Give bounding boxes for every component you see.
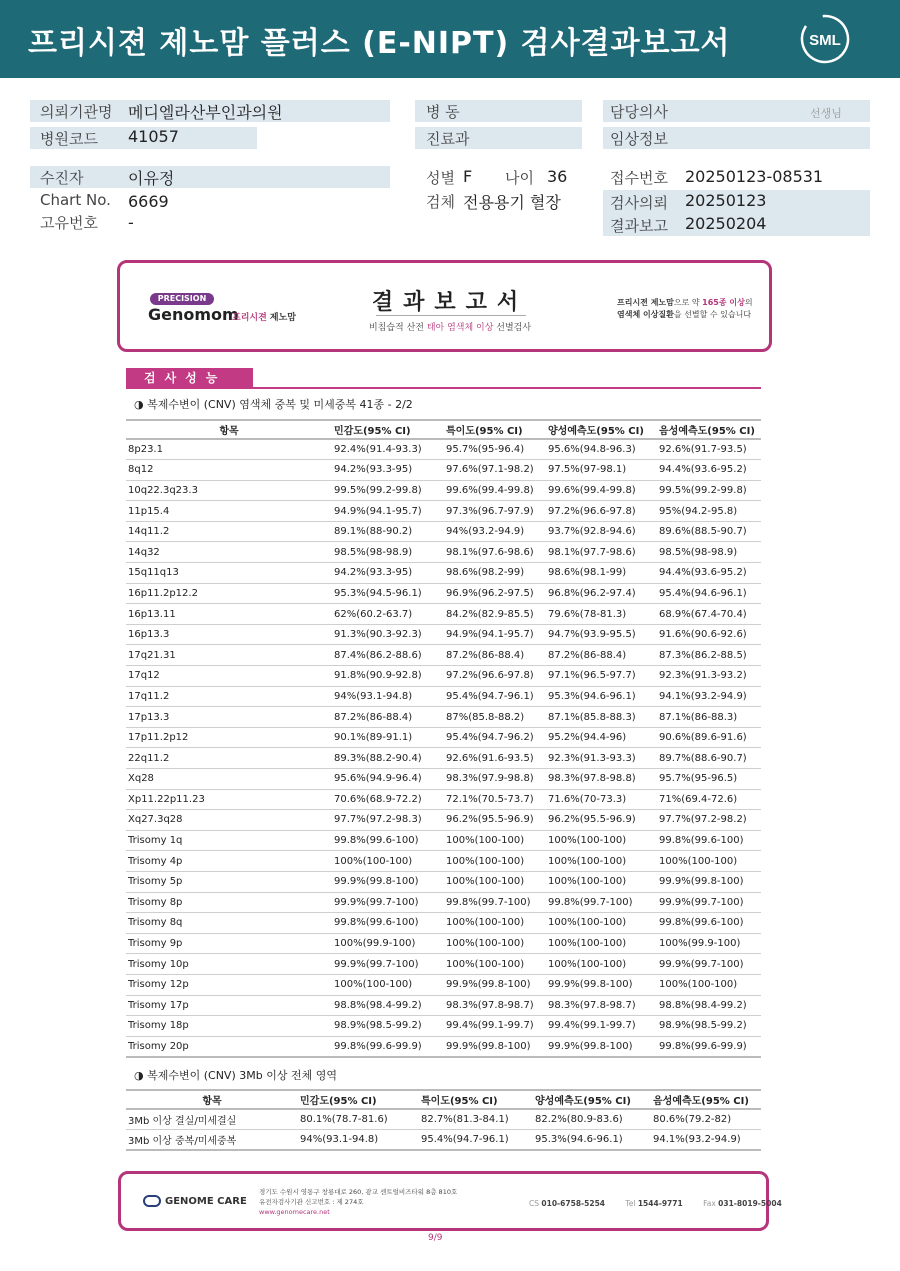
sex-label: 성별 (426, 169, 455, 187)
row-item-cell: 3Mb 이상 결실/미세결실 (126, 1109, 298, 1130)
age-label: 나이 (505, 169, 534, 187)
metric-cell: 97.3%(96.7-97.9) (444, 501, 546, 522)
metric-cell: 97.5%(97-98.1) (546, 460, 657, 481)
banner-divider (376, 315, 526, 316)
metric-cell: 97.6%(97.1-98.2) (444, 460, 546, 481)
table-row (126, 810, 761, 831)
metric-cell: 100%(100-100) (546, 954, 657, 975)
metric-cell: 99.4%(99.1-99.7) (444, 1016, 546, 1037)
metric-cell: 82.2%(80.9-83.6) (533, 1109, 651, 1130)
row-item-cell: 16p11.2p12.2 (126, 583, 332, 604)
metric-cell: 100%(100-100) (444, 871, 546, 892)
report-date-label: 결과보고 (610, 217, 668, 235)
banner-subtitle: 비침습적 산전 태아 염색체 이상 선별검사 (368, 323, 532, 333)
unique-label: 고유번호 (40, 214, 98, 232)
hospital-code-value: 41057 (128, 127, 179, 146)
table-row (126, 974, 761, 995)
metric-cell: 99.9%(99.8-100) (444, 974, 546, 995)
table-row (126, 933, 761, 954)
table-row (126, 707, 761, 728)
metric-cell: 94%(93.2-94.9) (444, 521, 546, 542)
metric-cell: 94.7%(93.9-95.5) (546, 624, 657, 645)
table-row (126, 830, 761, 851)
column-header: 특이도(95% CI) (419, 1090, 533, 1109)
column-header: 항목 (126, 420, 332, 439)
hospital-code-label: 병원코드 (40, 130, 98, 148)
table-row (126, 1036, 761, 1057)
row-item-cell: 14q11.2 (126, 521, 332, 542)
institution-label: 의뢰기관명 (40, 103, 113, 121)
table-row (126, 480, 761, 501)
metric-cell: 99.9%(99.7-100) (657, 892, 761, 913)
row-item-cell: 8p23.1 (126, 439, 332, 460)
metric-cell: 99.9%(99.8-100) (546, 974, 657, 995)
metric-cell: 91.3%(90.3-92.3) (332, 624, 444, 645)
row-item-cell: Xp11.22p11.23 (126, 789, 332, 810)
metric-cell: 98.9%(98.5-99.2) (657, 1016, 761, 1037)
metric-cell: 99.9%(99.8-100) (657, 871, 761, 892)
row-item-cell: 3Mb 이상 중복/미세중복 (126, 1130, 298, 1151)
section-title: 검사성능 (126, 368, 253, 388)
metric-cell: 100%(100-100) (546, 933, 657, 954)
row-item-cell: 15q11q13 (126, 563, 332, 584)
metric-cell: 95.7%(95-96.5) (657, 769, 761, 790)
table-row (126, 645, 761, 666)
metric-cell: 97.7%(97.2-98.3) (332, 810, 444, 831)
table1-subtitle: ◑ 복제수변이 (CNV) 염색체 중복 및 미세중복 41종 - 2/2 (134, 398, 413, 411)
row-item-cell: Trisomy 1q (126, 830, 332, 851)
table-row (126, 501, 761, 522)
metric-cell: 68.9%(67.4-70.4) (657, 604, 761, 625)
footer-banner (118, 1171, 782, 1231)
metric-cell: 99.9%(99.8-100) (444, 1036, 546, 1057)
metric-cell: 100%(100-100) (546, 830, 657, 851)
metric-cell: 99.8%(99.6-100) (332, 830, 444, 851)
row-item-cell: Trisomy 4p (126, 851, 332, 872)
chart-value: 6669 (128, 192, 169, 211)
metric-cell: 97.1%(96.5-97.7) (546, 666, 657, 687)
metric-cell: 71.6%(70-73.3) (546, 789, 657, 810)
metric-cell: 99.8%(99.6-100) (657, 830, 761, 851)
metric-cell: 98.8%(98.4-99.2) (332, 995, 444, 1016)
doctor-label: 담당의사 (610, 103, 668, 121)
unique-value: - (128, 213, 134, 232)
metric-cell: 62%(60.2-63.7) (332, 604, 444, 625)
receipt-value: 20250123-08531 (685, 167, 824, 186)
row-item-cell: 11p15.4 (126, 501, 332, 522)
metric-cell: 99.9%(99.8-100) (332, 871, 444, 892)
metric-cell: 90.6%(89.6-91.6) (657, 727, 761, 748)
table-row (126, 871, 761, 892)
row-item-cell: 17p13.3 (126, 707, 332, 728)
metric-cell: 70.6%(68.9-72.2) (332, 789, 444, 810)
table-row (126, 666, 761, 687)
genomecare-icon (143, 1195, 161, 1207)
column-header: 음성예측도(95% CI) (651, 1090, 761, 1109)
table-row (126, 789, 761, 810)
footer-address: 경기도 수원시 영통구 창룡대로 260, 광교 센트럴비즈타워 8층 810호 유전자검사기관 신고번호 : 제 274호 www.genomecare.net (259, 1188, 458, 1216)
metric-cell: 94.9%(94.1-95.7) (332, 501, 444, 522)
metric-cell: 96.2%(95.5-96.9) (546, 810, 657, 831)
metric-cell: 95.6%(94.8-96.3) (546, 439, 657, 460)
metric-cell: 100%(99.9-100) (332, 933, 444, 954)
metric-cell: 100%(100-100) (657, 974, 761, 995)
chart-label: Chart No. (40, 191, 111, 209)
metric-cell: 87.1%(85.8-88.3) (546, 707, 657, 728)
metric-cell: 98.3%(97.8-98.7) (444, 995, 546, 1016)
metric-cell: 89.7%(88.6-90.7) (657, 748, 761, 769)
table-header-row (126, 1090, 761, 1109)
row-item-cell: Xq27.3q28 (126, 810, 332, 831)
metric-cell: 82.7%(81.3-84.1) (419, 1109, 533, 1130)
metric-cell: 92.6%(91.6-93.5) (444, 748, 546, 769)
metric-cell: 87.1%(86-88.3) (657, 707, 761, 728)
column-header: 양성예측도(95% CI) (533, 1090, 651, 1109)
table-row (126, 913, 761, 934)
metric-cell: 100%(100-100) (332, 851, 444, 872)
precision-badge: PRECISION (150, 293, 214, 305)
metric-cell: 87.2%(86-88.4) (444, 645, 546, 666)
metric-cell: 92.4%(91.4-93.3) (332, 439, 444, 460)
row-item-cell: 17q21.31 (126, 645, 332, 666)
table-row (126, 1130, 761, 1151)
metric-cell: 95.4%(94.6-96.1) (657, 583, 761, 604)
metric-cell: 87.2%(86-88.4) (332, 707, 444, 728)
metric-cell: 100%(100-100) (444, 933, 546, 954)
patient-value: 이유정 (128, 169, 175, 188)
patient-label: 수진자 (40, 169, 84, 187)
row-item-cell: Trisomy 8q (126, 913, 332, 934)
metric-cell: 95.7%(95-96.4) (444, 439, 546, 460)
metric-cell: 93.7%(92.8-94.6) (546, 521, 657, 542)
table2-subtitle: ◑ 복제수변이 (CNV) 3Mb 이상 전체 영역 (134, 1069, 337, 1082)
metric-cell: 99.8%(99.6-99.9) (332, 1036, 444, 1057)
age-value: 36 (547, 167, 568, 186)
row-item-cell: Trisomy 10p (126, 954, 332, 975)
specimen-label: 검체 (426, 193, 455, 211)
table-row (126, 769, 761, 790)
sml-logo-icon (800, 14, 850, 64)
metric-cell: 91.6%(90.6-92.6) (657, 624, 761, 645)
metric-cell: 94%(93.1-94.8) (298, 1130, 419, 1151)
request-label: 검사의뢰 (610, 194, 668, 212)
table-row (126, 892, 761, 913)
clinical-label: 임상정보 (610, 130, 668, 148)
specimen-value: 전용용기 혈장 (463, 193, 561, 212)
metric-cell: 98.1%(97.6-98.6) (444, 542, 546, 563)
department-label: 진료과 (426, 130, 470, 148)
row-item-cell: 14q32 (126, 542, 332, 563)
metric-cell: 95.4%(94.7-96.2) (444, 727, 546, 748)
metric-cell: 96.8%(96.2-97.4) (546, 583, 657, 604)
table-row (126, 624, 761, 645)
banner-title: 결과보고서 (371, 290, 529, 315)
table-row (126, 727, 761, 748)
banner-description: 프리시젼 제노맘으로 약 165종 이상의 염색체 이상질환을 선별할 수 있습니다 (617, 298, 753, 319)
table-header-row (126, 420, 761, 439)
metric-cell: 99.5%(99.2-99.8) (657, 480, 761, 501)
table-row (126, 542, 761, 563)
receipt-label: 접수번호 (610, 169, 668, 187)
metric-cell: 100%(100-100) (546, 851, 657, 872)
metric-cell: 95.4%(94.7-96.1) (444, 686, 546, 707)
metric-cell: 87.4%(86.2-88.6) (332, 645, 444, 666)
metric-cell: 95.3%(94.6-96.1) (546, 686, 657, 707)
metric-cell: 95.2%(94.4-96) (546, 727, 657, 748)
metric-cell: 99.8%(99.6-100) (332, 913, 444, 934)
table-row (126, 439, 761, 460)
row-item-cell: Trisomy 8p (126, 892, 332, 913)
section-divider (126, 387, 761, 389)
metric-cell: 72.1%(70.5-73.7) (444, 789, 546, 810)
metric-cell: 99.4%(99.1-99.7) (546, 1016, 657, 1037)
column-header: 특이도(95% CI) (444, 420, 546, 439)
sml-logo-text: SML (809, 32, 841, 49)
report-date-value: 20250204 (685, 214, 767, 233)
metric-cell: 92.3%(91.3-93.2) (657, 666, 761, 687)
metric-cell: 100%(100-100) (332, 974, 444, 995)
metric-cell: 98.1%(97.7-98.6) (546, 542, 657, 563)
table-row (126, 1016, 761, 1037)
table-row (126, 563, 761, 584)
metric-cell: 79.6%(78-81.3) (546, 604, 657, 625)
metric-cell: 84.2%(82.9-85.5) (444, 604, 546, 625)
metric-cell: 91.8%(90.9-92.8) (332, 666, 444, 687)
metric-cell: 100%(99.9-100) (657, 933, 761, 954)
metric-cell: 71%(69.4-72.6) (657, 789, 761, 810)
report-title: 프리시젼 제노맘 플러스 (E-NIPT) 검사결과보고서 (28, 26, 731, 61)
metric-cell: 94.9%(94.1-95.7) (444, 624, 546, 645)
ward-label: 병 동 (426, 103, 460, 121)
metric-cell: 99.9%(99.7-100) (657, 954, 761, 975)
genomom-brand-sub: 프리시젼 제노맘 (232, 313, 297, 323)
metric-cell: 94%(93.1-94.8) (332, 686, 444, 707)
metric-cell: 96.9%(96.2-97.5) (444, 583, 546, 604)
table-row (126, 748, 761, 769)
metric-cell: 87.2%(86-88.4) (546, 645, 657, 666)
metric-cell: 99.6%(99.4-99.8) (546, 480, 657, 501)
metric-cell: 94.2%(93.3-95) (332, 563, 444, 584)
row-item-cell: Trisomy 20p (126, 1036, 332, 1057)
cnv-3mb-table (126, 1089, 761, 1151)
metric-cell: 94.4%(93.6-95.2) (657, 563, 761, 584)
header-bar (0, 0, 900, 78)
metric-cell: 99.8%(99.7-100) (546, 892, 657, 913)
metric-cell: 97.7%(97.2-98.2) (657, 810, 761, 831)
metric-cell: 100%(100-100) (444, 913, 546, 934)
sex-value: F (463, 167, 473, 186)
metric-cell: 99.8%(99.6-99.9) (657, 1036, 761, 1057)
metric-cell: 94.1%(93.2-94.9) (651, 1130, 761, 1151)
table-row (126, 851, 761, 872)
row-item-cell: 16p13.3 (126, 624, 332, 645)
table-row (126, 1109, 761, 1130)
metric-cell: 99.9%(99.7-100) (332, 892, 444, 913)
metric-cell: 97.2%(96.6-97.8) (546, 501, 657, 522)
table-row (126, 995, 761, 1016)
row-item-cell: 17q12 (126, 666, 332, 687)
cnv-duplication-table (126, 419, 761, 1058)
genomecare-logo: GENOME CARE (143, 1195, 247, 1207)
column-header: 음성예측도(95% CI) (657, 420, 761, 439)
metric-cell: 100%(100-100) (546, 871, 657, 892)
metric-cell: 95%(94.2-95.8) (657, 501, 761, 522)
metric-cell: 90.1%(89-91.1) (332, 727, 444, 748)
metric-cell: 100%(100-100) (444, 954, 546, 975)
metric-cell: 94.1%(93.2-94.9) (657, 686, 761, 707)
column-header: 항목 (126, 1090, 298, 1109)
row-item-cell: 10q22.3q23.3 (126, 480, 332, 501)
metric-cell: 98.3%(97.9-98.8) (444, 769, 546, 790)
metric-cell: 92.6%(91.7-93.5) (657, 439, 761, 460)
metric-cell: 94.4%(93.6-95.2) (657, 460, 761, 481)
metric-cell: 89.1%(88-90.2) (332, 521, 444, 542)
metric-cell: 99.9%(99.8-100) (546, 1036, 657, 1057)
row-item-cell: 8q12 (126, 460, 332, 481)
row-item-cell: Trisomy 12p (126, 974, 332, 995)
row-item-cell: 22q11.2 (126, 748, 332, 769)
metric-cell: 98.6%(98.1-99) (546, 563, 657, 584)
metric-cell: 99.5%(99.2-99.8) (332, 480, 444, 501)
metric-cell: 95.6%(94.9-96.4) (332, 769, 444, 790)
doctor-suffix: 선생님 (810, 107, 842, 120)
metric-cell: 98.3%(97.8-98.7) (546, 995, 657, 1016)
patient-row (30, 166, 390, 188)
metric-cell: 98.3%(97.8-98.8) (546, 769, 657, 790)
row-item-cell: Trisomy 5p (126, 871, 332, 892)
metric-cell: 99.9%(99.7-100) (332, 954, 444, 975)
table-row (126, 954, 761, 975)
request-value: 20250123 (685, 191, 767, 210)
metric-cell: 100%(100-100) (546, 913, 657, 934)
footer-contact: CS 010-6758-5254 Tel 1544-9771 Fax 031-8019-5004 (529, 1199, 782, 1208)
table-row (126, 686, 761, 707)
metric-cell: 80.6%(79.2-82) (651, 1109, 761, 1130)
report-banner (117, 260, 772, 352)
row-item-cell: 17q11.2 (126, 686, 332, 707)
metric-cell: 99.8%(99.7-100) (444, 892, 546, 913)
table-row (126, 460, 761, 481)
metric-cell: 89.6%(88.5-90.7) (657, 521, 761, 542)
row-item-cell: Xq28 (126, 769, 332, 790)
metric-cell: 100%(100-100) (444, 830, 546, 851)
metric-cell: 87.3%(86.2-88.5) (657, 645, 761, 666)
column-header: 민감도(95% CI) (332, 420, 444, 439)
table-row (126, 521, 761, 542)
page-number: 9/9 (428, 1233, 443, 1243)
metric-cell: 98.8%(98.4-99.2) (657, 995, 761, 1016)
row-item-cell: Trisomy 17p (126, 995, 332, 1016)
metric-cell: 99.6%(99.4-99.8) (444, 480, 546, 501)
metric-cell: 95.3%(94.5-96.1) (332, 583, 444, 604)
footer-url[interactable]: www.genomecare.net (259, 1208, 330, 1216)
column-header: 민감도(95% CI) (298, 1090, 419, 1109)
metric-cell: 80.1%(78.7-81.6) (298, 1109, 419, 1130)
metric-cell: 92.3%(91.3-93.3) (546, 748, 657, 769)
metric-cell: 100%(100-100) (444, 851, 546, 872)
metric-cell: 94.2%(93.3-95) (332, 460, 444, 481)
table-row (126, 583, 761, 604)
metric-cell: 100%(100-100) (657, 851, 761, 872)
metric-cell: 89.3%(88.2-90.4) (332, 748, 444, 769)
row-item-cell: Trisomy 18p (126, 1016, 332, 1037)
row-item-cell: 17p11.2p12 (126, 727, 332, 748)
metric-cell: 98.5%(98-98.9) (657, 542, 761, 563)
metric-cell: 95.4%(94.7-96.1) (419, 1130, 533, 1151)
metric-cell: 98.9%(98.5-99.2) (332, 1016, 444, 1037)
metric-cell: 99.8%(99.6-100) (657, 913, 761, 934)
metric-cell: 98.5%(98-98.9) (332, 542, 444, 563)
row-item-cell: Trisomy 9p (126, 933, 332, 954)
column-header: 양성예측도(95% CI) (546, 420, 657, 439)
metric-cell: 95.3%(94.6-96.1) (533, 1130, 651, 1151)
metric-cell: 87%(85.8-88.2) (444, 707, 546, 728)
metric-cell: 96.2%(95.5-96.9) (444, 810, 546, 831)
metric-cell: 97.2%(96.6-97.8) (444, 666, 546, 687)
metric-cell: 98.6%(98.2-99) (444, 563, 546, 584)
table-row (126, 604, 761, 625)
row-item-cell: 16p13.11 (126, 604, 332, 625)
institution-value: 메디엘라산부인과의원 (128, 103, 283, 122)
genomom-brand: Genomom (148, 305, 239, 324)
